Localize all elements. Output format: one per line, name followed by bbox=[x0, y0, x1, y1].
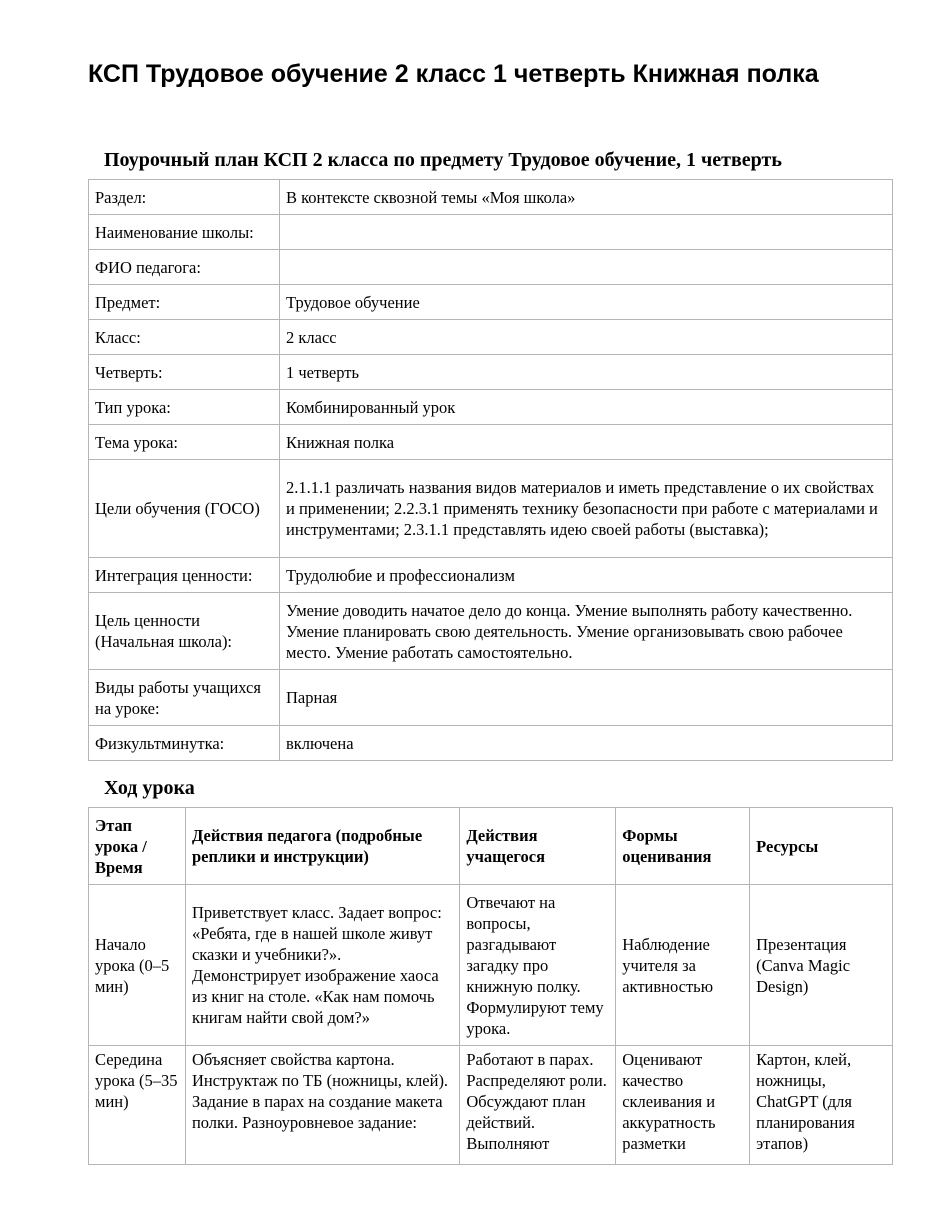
info-value: Парная bbox=[280, 670, 893, 726]
column-header-teacher: Действия педагога (подробные реплики и инструкции) bbox=[185, 808, 459, 885]
info-value: 2 класс bbox=[280, 320, 893, 355]
info-row-subject bbox=[89, 285, 893, 320]
resources-cell: Презентация (Canva Magic Design) bbox=[750, 885, 893, 1046]
info-value bbox=[280, 215, 893, 250]
info-label: Предмет: bbox=[89, 285, 280, 320]
lesson-header-row bbox=[89, 808, 893, 885]
resources-cell: Картон, клей, ножницы, ChatGPT (для планирования этапов) bbox=[750, 1046, 893, 1165]
info-row-grade bbox=[89, 320, 893, 355]
info-value: включена bbox=[280, 726, 893, 761]
info-row-goals bbox=[89, 460, 893, 558]
column-header-stage: Этап урока / Время bbox=[89, 808, 186, 885]
info-row-lesson-type bbox=[89, 390, 893, 425]
info-value: Комбинированный урок bbox=[280, 390, 893, 425]
info-row-teacher bbox=[89, 250, 893, 285]
info-label: Класс: bbox=[89, 320, 280, 355]
info-row-section bbox=[89, 180, 893, 215]
stage-cell: Начало урока (0–5 мин) bbox=[89, 885, 186, 1046]
lesson-row-start bbox=[89, 885, 893, 1046]
lesson-info-table bbox=[88, 179, 893, 761]
info-label: Интеграция ценности: bbox=[89, 558, 280, 593]
info-value bbox=[280, 250, 893, 285]
assessment-cell: Наблюдение учителя за активностью bbox=[616, 885, 750, 1046]
info-value: Трудовое обучение bbox=[280, 285, 893, 320]
info-value: Трудолюбие и профессионализм bbox=[280, 558, 893, 593]
info-row-physical-break bbox=[89, 726, 893, 761]
column-header-resources: Ресурсы bbox=[750, 808, 893, 885]
info-label: Физкультминутка: bbox=[89, 726, 280, 761]
info-value: 2.1.1.1 различать названия видов материалов и иметь представление о их свойствах и применении; 2.2.3.1 применять технику безопасности при работе с материалами и инструментами; 2.3.1.1 представлять идею своей работы (выставка); bbox=[280, 460, 893, 558]
lesson-heading: Ход урока bbox=[104, 777, 195, 799]
info-label: Цель ценности (Начальная школа): bbox=[89, 593, 280, 670]
assessment-cell: Оценивают качество склеивания и аккуратность разметки bbox=[616, 1046, 750, 1165]
teacher-actions-cell: Приветствует класс. Задает вопрос: «Ребята, где в нашей школе живут сказки и учебники?». Демонстрирует изображение хаоса из книг на столе. «Как нам помочь книгам найти свой дом?» bbox=[185, 885, 459, 1046]
info-label: Цели обучения (ГОСО) bbox=[89, 460, 280, 558]
column-header-student: Действия учащегося bbox=[460, 808, 616, 885]
info-value: Книжная полка bbox=[280, 425, 893, 460]
info-label: Раздел: bbox=[89, 180, 280, 215]
info-value: 1 четверть bbox=[280, 355, 893, 390]
info-row-value-integration bbox=[89, 558, 893, 593]
column-header-assessment: Формы оценивания bbox=[616, 808, 750, 885]
document-title: КСП Трудовое обучение 2 класс 1 четверть Книжная полка bbox=[88, 60, 819, 88]
info-row-topic bbox=[89, 425, 893, 460]
info-label: Тип урока: bbox=[89, 390, 280, 425]
lesson-flow-table bbox=[88, 807, 893, 1165]
teacher-actions-cell: Объясняет свойства картона. Инструктаж по ТБ (ножницы, клей). Задание в парах на создание макета полки. Разноуровневое задание: bbox=[185, 1046, 459, 1165]
info-label: Четверть: bbox=[89, 355, 280, 390]
lesson-row-middle bbox=[89, 1046, 893, 1165]
plan-heading: Поурочный план КСП 2 класса по предмету Трудовое обучение, 1 четверть bbox=[104, 149, 782, 171]
info-label: ФИО педагога: bbox=[89, 250, 280, 285]
info-label: Тема урока: bbox=[89, 425, 280, 460]
info-value: Умение доводить начатое дело до конца. Умение выполнять работу качественно. Умение планировать свою деятельность. Умение организовывать свою рабочее место. Умение работать самостоятельно. bbox=[280, 593, 893, 670]
info-label: Наименование школы: bbox=[89, 215, 280, 250]
info-row-value-goal bbox=[89, 593, 893, 670]
info-row-work-types bbox=[89, 670, 893, 726]
info-row-quarter bbox=[89, 355, 893, 390]
stage-cell: Середина урока (5–35 мин) bbox=[89, 1046, 186, 1165]
student-actions-cell: Работают в парах. Распределяют роли. Обсуждают план действий. Выполняют bbox=[460, 1046, 616, 1165]
student-actions-cell: Отвечают на вопросы, разгадывают загадку про книжную полку. Формулируют тему урока. bbox=[460, 885, 616, 1046]
info-label: Виды работы учащихся на уроке: bbox=[89, 670, 280, 726]
info-row-school bbox=[89, 215, 893, 250]
info-value: В контексте сквозной темы «Моя школа» bbox=[280, 180, 893, 215]
